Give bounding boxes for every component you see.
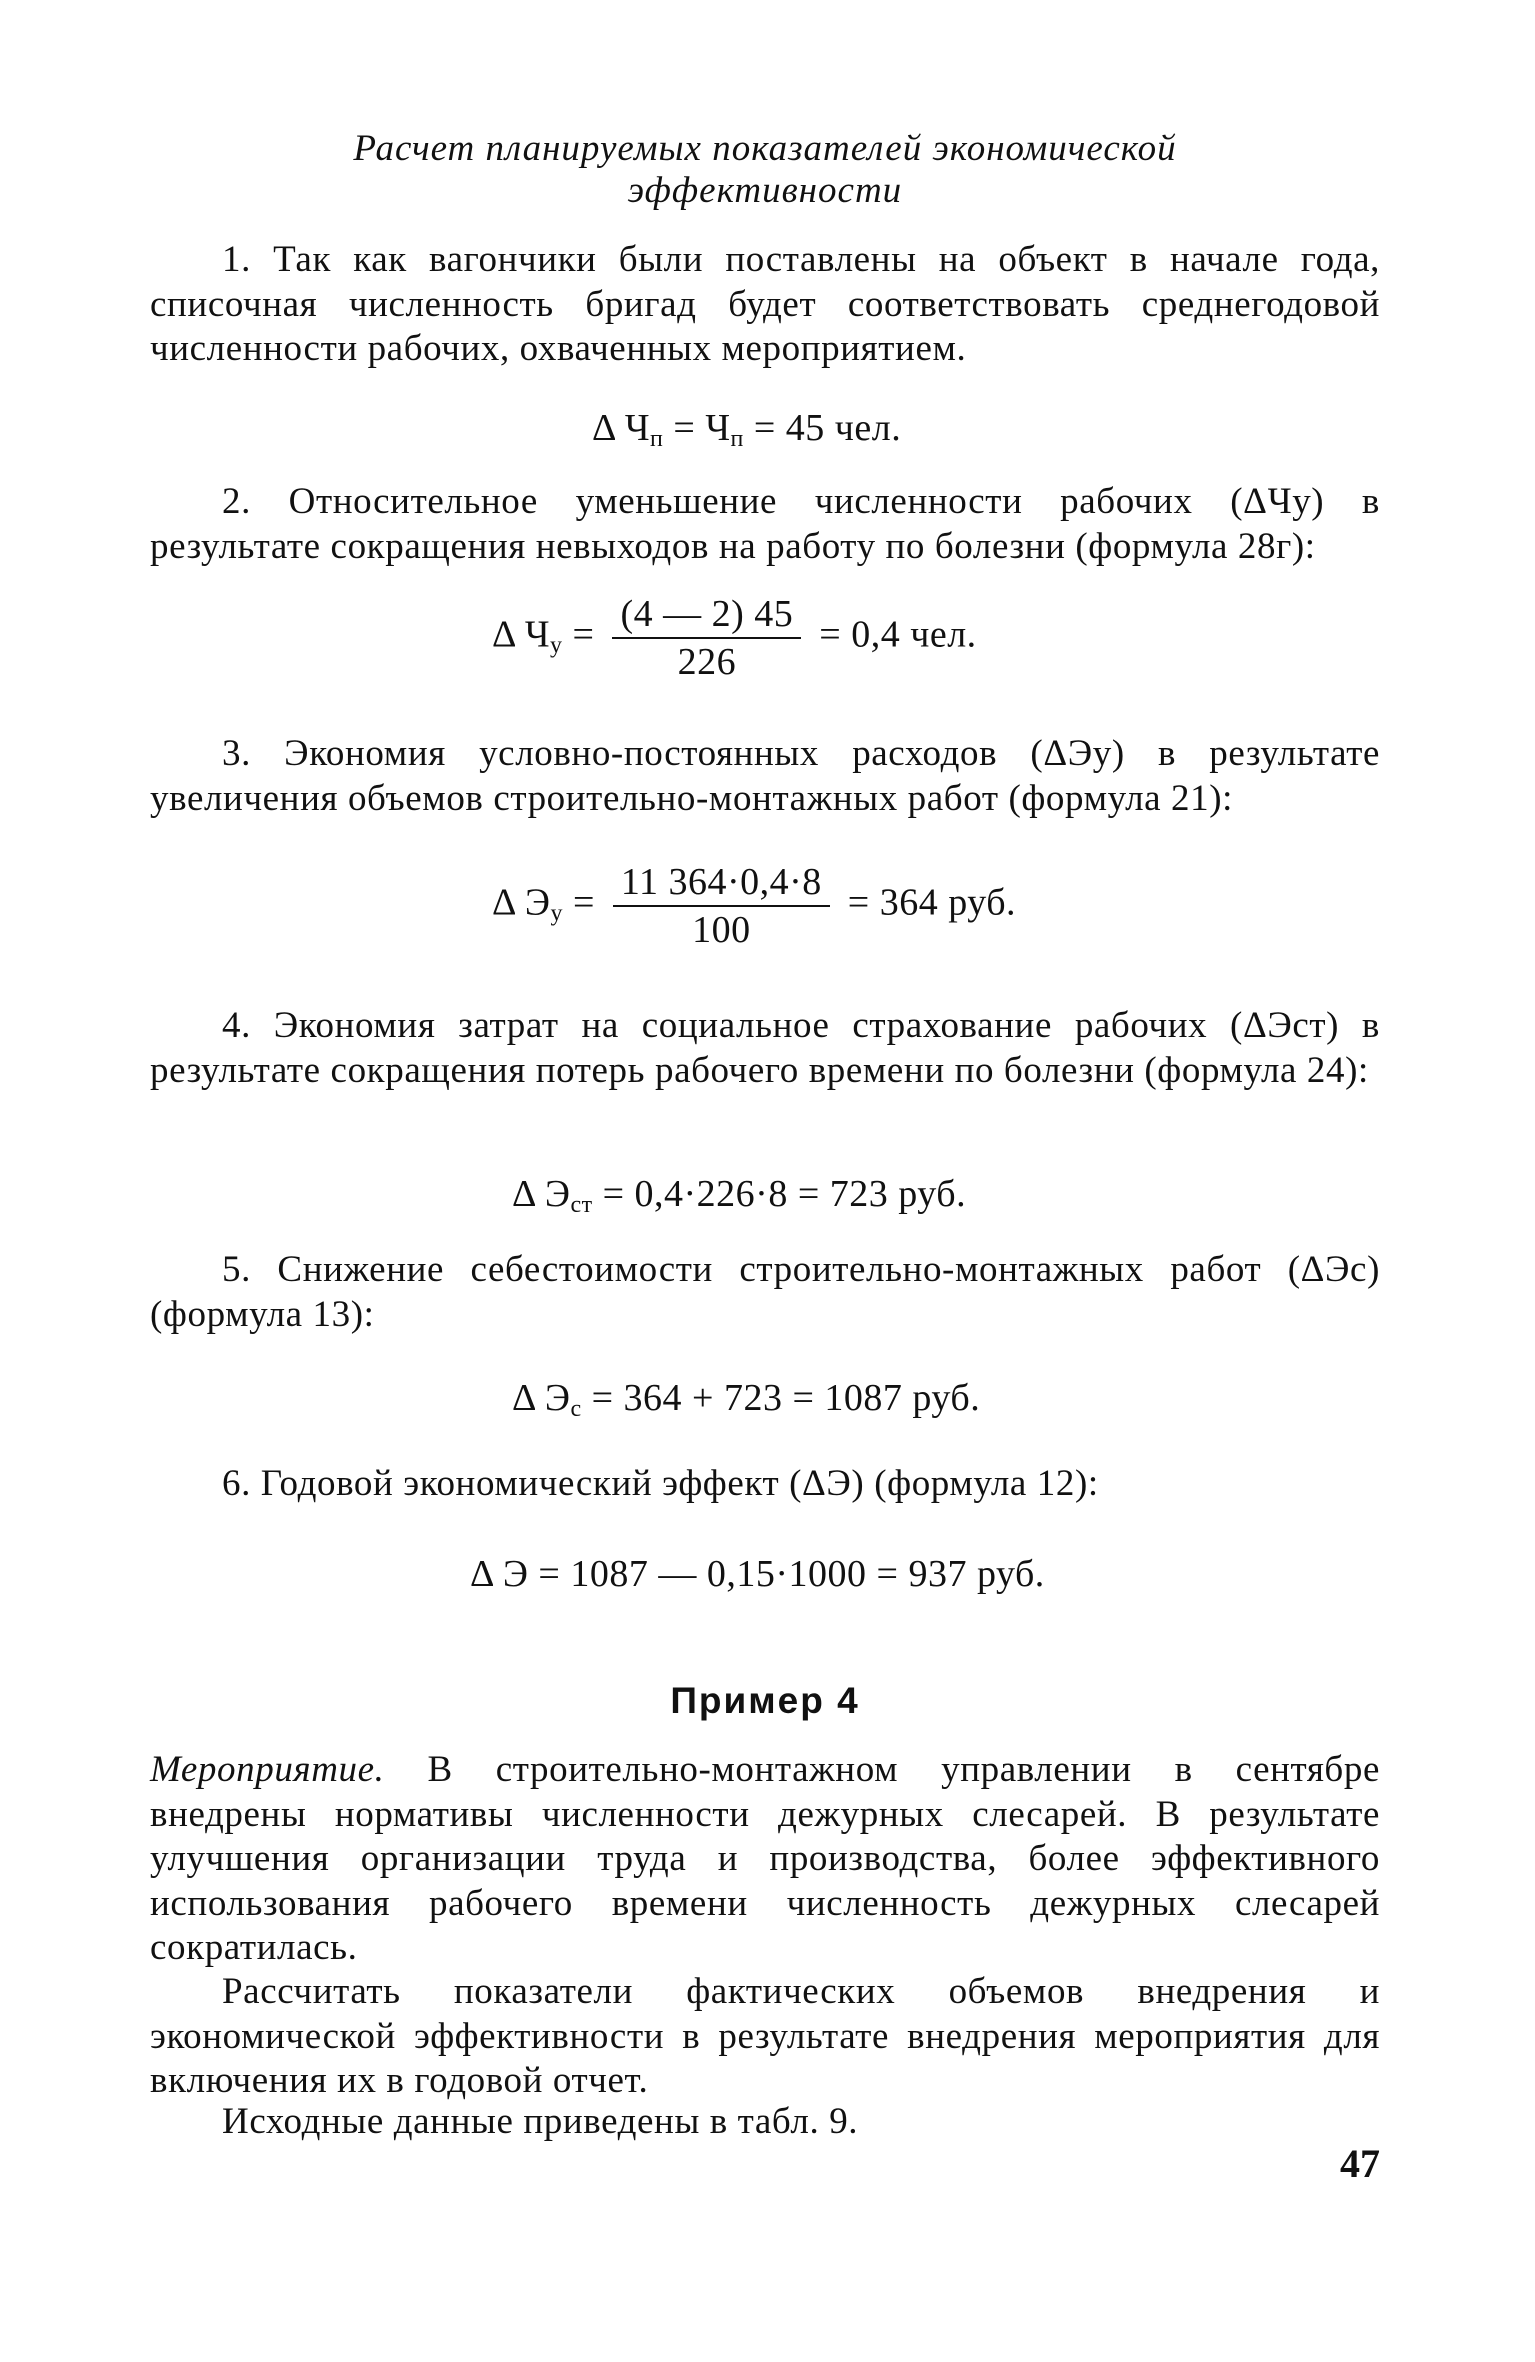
section-title-line-1: Расчет планируемых показателей экономической — [353, 128, 1177, 169]
example-heading: Пример 4 — [670, 1680, 860, 1721]
item-1-formula: Δ $Ч_п = Ч_п = 45$ чел. — [592, 407, 902, 452]
item-3-fraction: $\frac{11 364\cdot 0,4\cdot 8}{100}$ — [613, 862, 830, 950]
item-5-text: 5. Снижение себестоимости строительно-монтажных работ (ΔЭс) (формула 13): — [150, 1249, 1380, 1335]
item-2-fraction: $\frac{(4 — 2) 45}{226}$ — [612, 594, 801, 682]
item-2-text: 2. Относительное уменьшение численности рабочих (ΔЧу) в результате сокращения невыходов на работу по болезни (формула 28г): — [150, 481, 1380, 567]
section-title — [150, 128, 1380, 212]
item-4-text: 4. Экономия затрат на социальное страхование рабочих (ΔЭст) в результате сокращения потерь рабочего времени по болезни (формула 24): — [150, 1005, 1380, 1091]
item-5-formula: Δ $Э_с = 364 + 723 = 1087$ руб. — [512, 1377, 981, 1422]
example-paragraph-3: Исходные данные приведены в табл. 9. — [222, 2101, 859, 2142]
section-title-line-2: эффективности — [627, 170, 903, 211]
item-3-text: 3. Экономия условно-постоянных расходов (ΔЭу) в результате увеличения объемов строительно-монтажных работ (формула 21): — [150, 733, 1380, 819]
page-number: 47 — [1340, 2141, 1380, 2186]
example-paragraph-2: Рассчитать показатели фактических объемов внедрения и экономической эффективности в результате внедрения мероприятия для включения их в годовой отчет. — [150, 1971, 1380, 2101]
example-paragraph-1: Мероприятие. В строительно-монтажном управлении в сентябре внедрены нормативы численности дежурных слесарей. В результате улучшения организации труда и производства, более эффективного использования рабочего времени численность дежурных слесарей сократилась. — [150, 1749, 1380, 1968]
item-4-formula: Δ $Э_{ст} = 0,4\cdot 226\cdot 8 = 723$ руб. — [512, 1173, 967, 1218]
example-lead: Мероприятие. — [150, 1749, 385, 1790]
item-3-formula: Δ $Э_у$ = $\frac{11 364\cdot 0,4\cdot 8}{100}$ = 364 руб. — [492, 861, 1017, 951]
item-6-formula: Δ Э = 1087 — 0,15·1000 = 937 руб. — [470, 1553, 1045, 1595]
item-6-text: 6. Годовой экономический эффект (ΔЭ) (формула 12): — [222, 1463, 1099, 1504]
item-1-text: 1. Так как вагончики были поставлены на объект в начале года, списочная численность бригад будет соответствовать среднегодовой численности рабочих, охваченных мероприятием. — [150, 239, 1380, 369]
item-2-formula: Δ $Ч_у$ = $\frac{(4 — 2) 45}{226}$ = 0,4 чел. — [492, 593, 977, 683]
